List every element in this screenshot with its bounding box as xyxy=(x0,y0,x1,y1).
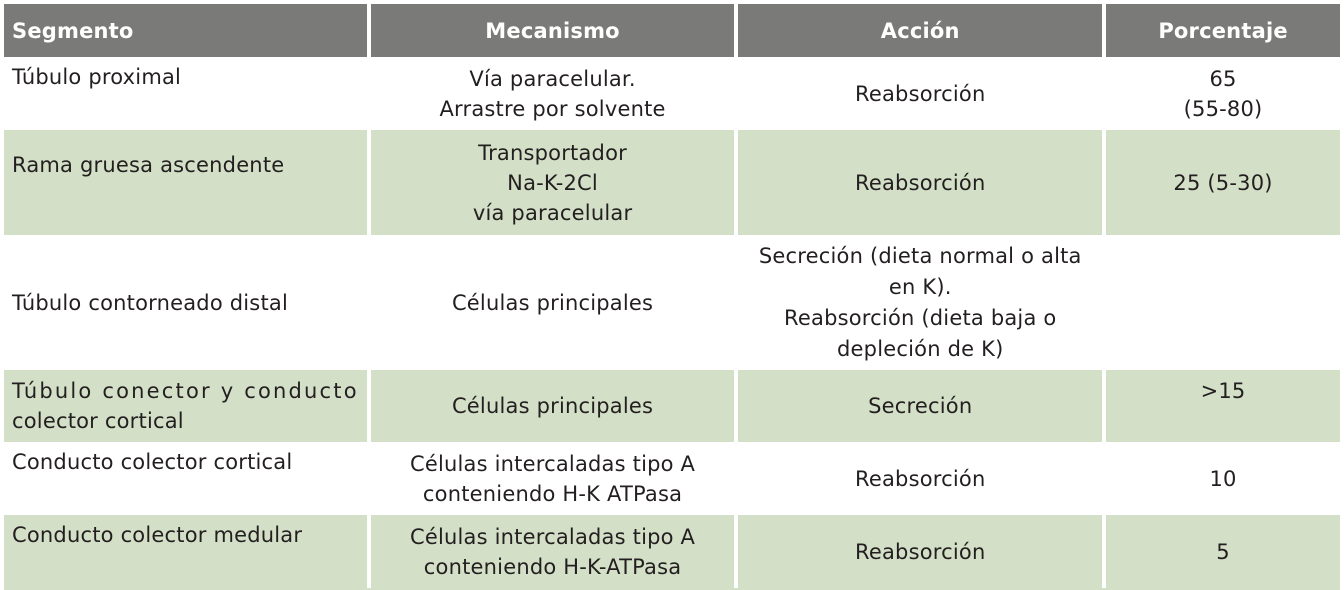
header-accion: Acción xyxy=(738,4,1102,57)
cell-accion: Reabsorción xyxy=(855,170,986,195)
cell-porcentaje: >15 xyxy=(1200,379,1246,403)
cell-mecanismo: Células principales xyxy=(451,394,654,418)
cell-mecanismo: Células intercaladas tipo A conteniendo H-K-ATPasa xyxy=(409,524,696,579)
table-row xyxy=(4,57,1340,130)
cell-segmento xyxy=(4,370,367,442)
cell-accion: Reabsorción xyxy=(855,539,986,564)
header-porcentaje: Porcentaje xyxy=(1106,4,1340,57)
cell-accion: Reabsorción xyxy=(855,466,986,491)
cell-mecanismo: Células intercaladas tipo A conteniendo H-K ATPasa xyxy=(409,451,696,506)
cell-accion: Secreción xyxy=(868,394,973,418)
table-row xyxy=(4,442,1340,515)
table-row xyxy=(4,130,1340,235)
cell-porcentaje: 5 xyxy=(1216,539,1230,564)
cell-mecanismo: Transportador Na-K-2Cl vía paracelular xyxy=(472,140,633,225)
cell-porcentaje: 10 xyxy=(1209,466,1237,491)
cell-porcentaje: 25 (5-30) xyxy=(1173,170,1273,195)
cell-segmento: Conducto colector cortical xyxy=(12,450,293,474)
table-row xyxy=(4,370,1340,442)
cell-segmento: Rama gruesa ascendente xyxy=(12,153,285,177)
header-segmento: Segmento xyxy=(4,4,367,57)
table-row xyxy=(4,235,1340,370)
cell-mecanismo: Vía paracelular. Arrastre por solvente xyxy=(439,66,666,121)
cell-segmento-line-2: colector cortical xyxy=(12,409,184,433)
header-mecanismo: Mecanismo xyxy=(371,4,735,57)
cell-segmento-line-1: Túbulo conector y conducto xyxy=(12,379,359,403)
cell-porcentaje xyxy=(1106,235,1340,370)
cell-segmento: Túbulo proximal xyxy=(12,65,182,89)
cell-accion: Reabsorción xyxy=(855,81,986,106)
cell-mecanismo: Células principales xyxy=(451,290,654,315)
table-row xyxy=(4,515,1340,590)
cell-porcentaje: 65 (55-80) xyxy=(1183,66,1263,121)
table-header-row xyxy=(4,4,1340,57)
potassium-handling-table xyxy=(4,4,1340,590)
cell-accion: Secreción (dieta normal o alta en K). Reabsorción (dieta baja o depleción de K) xyxy=(758,243,1082,361)
cell-segmento: Túbulo contorneado distal xyxy=(12,290,288,315)
cell-segmento: Conducto colector medular xyxy=(12,523,303,547)
